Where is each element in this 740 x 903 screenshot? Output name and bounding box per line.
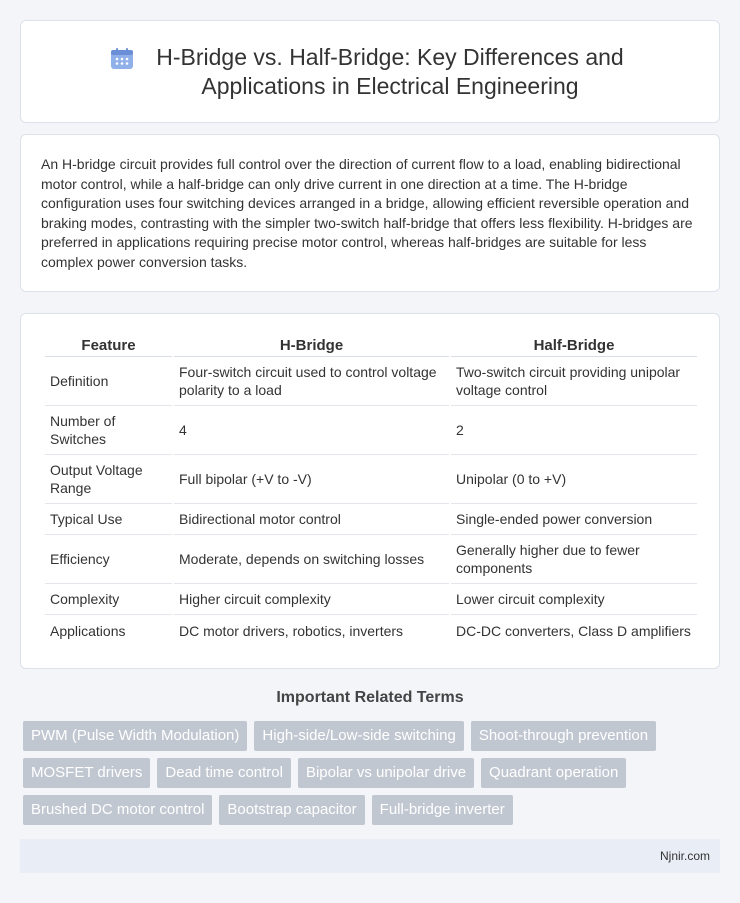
comparison-table (43, 335, 699, 646)
table-row (45, 615, 697, 646)
table-row (45, 455, 697, 504)
related-terms-list (23, 721, 723, 832)
table-row (45, 357, 697, 406)
related-term-tag[interactable]: PWM (Pulse Width Modulation) (23, 721, 247, 751)
column-header-half-bridge: Half-Bridge (451, 335, 697, 357)
footer-site-name[interactable]: Njnir.com (659, 849, 710, 863)
table-cell-half-bridge: Lower circuit complexity (451, 584, 697, 615)
table-cell-feature: Complexity (45, 584, 172, 615)
table-cell-h-bridge: 4 (174, 406, 449, 455)
table-cell-half-bridge: 2 (451, 406, 697, 455)
related-term-tag[interactable]: Shoot-through prevention (471, 721, 656, 751)
table-cell-feature: Number of Switches (45, 406, 172, 455)
table-cell-h-bridge: Four-switch circuit used to control voltage polarity to a load (174, 357, 449, 406)
related-term-tag[interactable]: High-side/Low-side switching (254, 721, 463, 751)
related-term-tag[interactable]: Bipolar vs unipolar drive (298, 758, 474, 788)
title-card (20, 20, 720, 123)
table-cell-h-bridge: Moderate, depends on switching losses (174, 535, 449, 584)
table-cell-feature: Output Voltage Range (45, 455, 172, 504)
related-term-tag[interactable]: Full-bridge inverter (372, 795, 513, 825)
table-cell-feature: Definition (45, 357, 172, 406)
table-row (45, 504, 697, 535)
column-header-h-bridge: H-Bridge (174, 335, 449, 357)
table-cell-half-bridge: Two-switch circuit providing unipolar voltage control (451, 357, 697, 406)
table-cell-half-bridge: Unipolar (0 to +V) (451, 455, 697, 504)
table-header-row (45, 335, 697, 357)
table-row (45, 535, 697, 584)
related-term-tag[interactable]: Dead time control (157, 758, 291, 788)
intro-paragraph: An H-bridge circuit provides full control over the direction of current flow to a load, enabling bidirectional motor control, while a half-bridge can only drive current in one direction at a time. The H-bridge configuration uses four switching devices arranged in a bridge, allowing efficient reversible operation and braking modes, contrasting with the simpler two-switch half-bridge that offers less flexibility. H-bridges are preferred in applications requiring precise motor control, whereas half-bridges are suitable for less complex power conversion tasks. (41, 156, 693, 270)
table-cell-h-bridge: DC motor drivers, robotics, inverters (179, 622, 404, 639)
related-term-tag[interactable]: Bootstrap capacitor (219, 795, 364, 825)
table-cell-half-bridge: DC-DC converters, Class D amplifiers (456, 622, 691, 639)
table-cell-feature: Applications (50, 622, 126, 639)
table-cell-half-bridge: Generally higher due to fewer components (451, 535, 697, 584)
table-cell-h-bridge: Full bipolar (+V to -V) (174, 455, 449, 504)
table-row (45, 584, 697, 615)
footer (20, 839, 720, 873)
related-term-tag[interactable]: Brushed DC motor control (23, 795, 212, 825)
table-cell-feature: Efficiency (45, 535, 172, 584)
comparison-table-card (20, 313, 720, 669)
intro-card (20, 134, 720, 292)
related-terms-heading: Important Related Terms (276, 689, 464, 706)
table-cell-half-bridge: Single-ended power conversion (451, 504, 697, 535)
table-row (45, 406, 697, 455)
column-header-feature: Feature (45, 335, 172, 357)
related-term-tag[interactable]: MOSFET drivers (23, 758, 150, 788)
table-cell-h-bridge: Higher circuit complexity (174, 584, 449, 615)
related-term-tag[interactable]: Quadrant operation (481, 758, 626, 788)
table-cell-h-bridge: Bidirectional motor control (174, 504, 449, 535)
table-cell-feature: Typical Use (45, 504, 172, 535)
page-title: H-Bridge vs. Half-Bridge: Key Differences and Applications in Electrical Engineering (156, 44, 624, 99)
